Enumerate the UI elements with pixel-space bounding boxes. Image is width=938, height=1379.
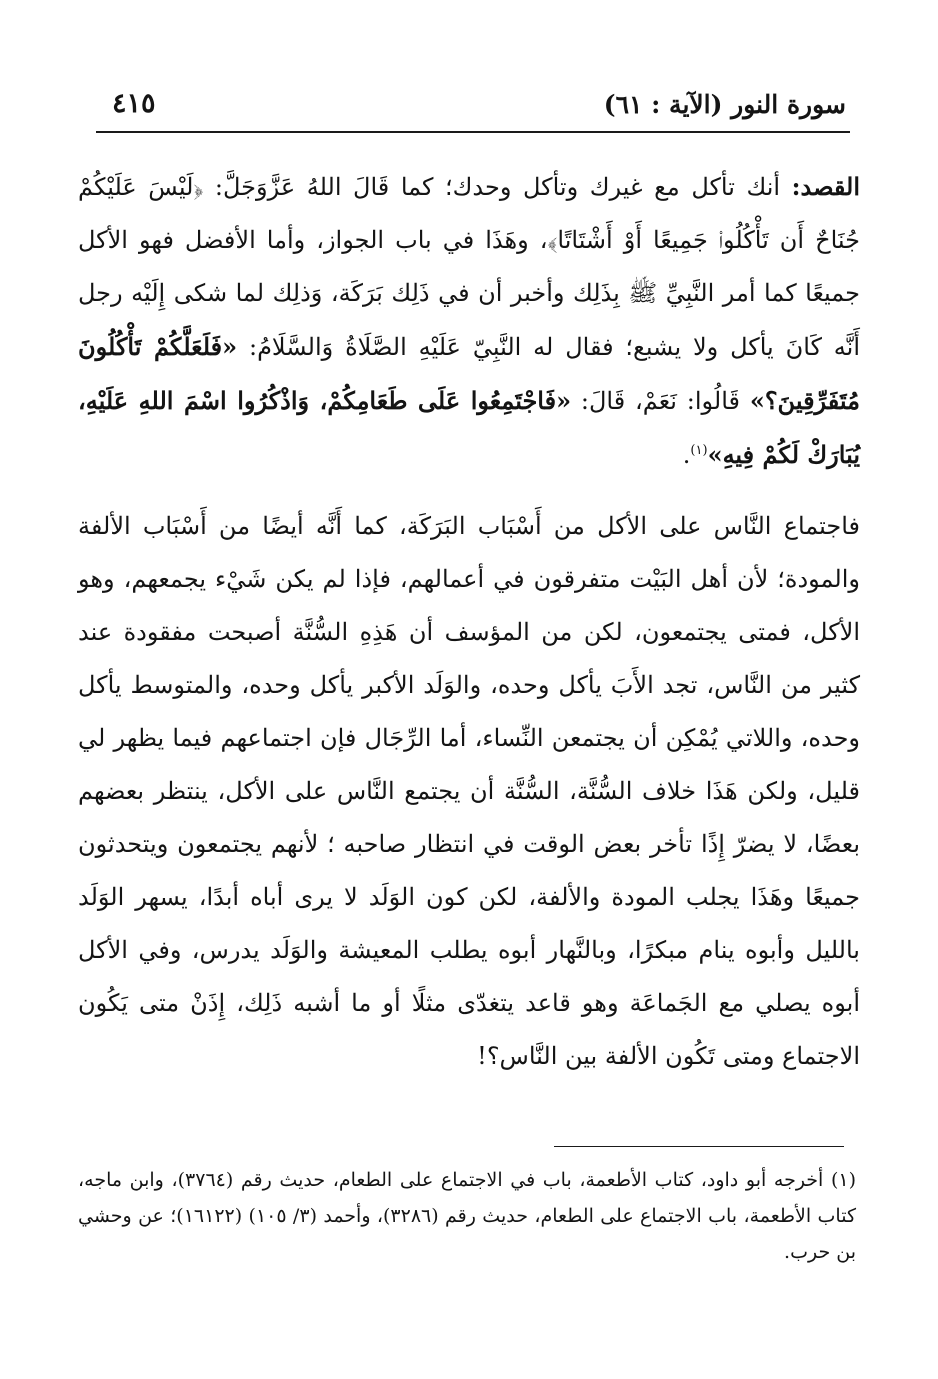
footnote-divider	[554, 1146, 844, 1147]
paragraph-1	[78, 160, 860, 482]
page-number: ٤١٥	[112, 88, 156, 119]
page-header	[112, 88, 846, 128]
paragraph-lead-word: القصد:	[791, 172, 861, 201]
paragraph-1-text-c: قَالُوا: نَعَمْ، قَالَ:	[571, 387, 750, 415]
quran-verse: ﴿لَيْسَ عَلَيْكُمْ جُنَاحٌ أَن تَأْكُلُوا۟ جَمِيعًا أَوْ أَشْتَاتًا﴾	[78, 173, 860, 254]
footnotes-section	[78, 1162, 856, 1270]
hadith-quote-2: «فَاجْتَمِعُوا عَلَى طَعَامِكُمْ، وَاذْكُرُوا اسْمَ اللهِ عَلَيْهِ، يُبَارَكْ لَكُمْ فِيهِ»	[78, 386, 860, 469]
paragraph-1-text-a: أنك تأكل مع غيرك وتأكل وحدك؛ كما قَالَ اللهُ عَزَّوَجَلَّ:	[203, 173, 792, 201]
hadith-quote-1: «فَلَعَلَّكُمْ تَأْكُلُونَ مُتَفَرِّقِينَ؟»	[78, 332, 861, 415]
paragraph-2: فاجتماع النَّاس على الأكل من أَسْبَاب البَرَكَة، كما أَنَّه أيضًا من أَسْبَاب الألفة والمودة؛ لأن أهل البَيْت متفرقون في أعمالهم، فإذا لم يكن شَيْء يجمعهم، وهو الأكل، فمتى يجتمعون، لكن من المؤسف أن هَذِهِ السُّنَّة أصبحت مفقودة عند كثير من النَّاس، تجد الأَبَ يأكل وحده، والوَلَد الأكبر يأكل وحده، والمتوسط يأكل وحده، واللاتي يُمْكِن أن يجتمعن النِّساء، أما الرِّجَال فإن اجتماعهم فيما يظهر لي قليل، ولكن هَذَا خلاف السُّنَّة، السُّنَّة أن يجتمع النَّاس على الأكل، ينتظر بعضهم بعضًا، لا يضرّ إِذًا تأخر بعض الوقت في انتظار صاحبه ؛ لأنهم يجتمعون ويتحدثون جميعًا وهَذَا يجلب المودة والألفة، لكن كون الوَلَد لا يرى أباه أبدًا، يسهر الوَلَد بالليل وأبوه ينام مبكرًا، وبالنَّهار أبوه يطلب المعيشة والوَلَد يدرس، وفي الأكل أبوه يصلي مع الجَماعَة وهو قاعد يتغدّى مثلًا أو ما أشبه ذَلِك، إِذَنْ متى يَكُون الاجتماع ومتى تَكُون الألفة بين النَّاس؟!	[78, 512, 860, 1070]
header-divider	[96, 131, 850, 133]
footnote-reference[interactable]: (١)	[690, 443, 708, 458]
paragraph-1-text-b: ، وهَذَا في باب الجواز، وأما الأفضل فهو الأكل جميعًا كما أمر النَّبِيِّ ﷺ بِذَلِك وأخبر أن في ذَلِك بَرَكَة، وَذلِك لما شكى إِلَيْه رجل أَنَّه كَانَ يأكل ولا يشبع؛ فقال له النَّبِيّ عَلَيْهِ الصَّلَاةُ وَالسَّلَامُ:	[78, 226, 860, 361]
footnote-1: (١) أخرجه أبو داود، كتاب الأطعمة، باب في الاجتماع على الطعام، حديث رقم (٣٧٦٤)، وابن ماجه، كتاب الأطعمة، باب الاجتماع على الطعام، حديث رقم (٣٢٨٦)، وأحمد (٣/ ١٠٥) (١٦١٢٢)؛ عن وحشي بن حرب.	[78, 1169, 856, 1263]
main-text	[78, 160, 860, 1083]
surah-running-title: سورة النور (الآية : ٦١)	[603, 90, 846, 119]
paragraph-1-end: .	[682, 441, 691, 469]
